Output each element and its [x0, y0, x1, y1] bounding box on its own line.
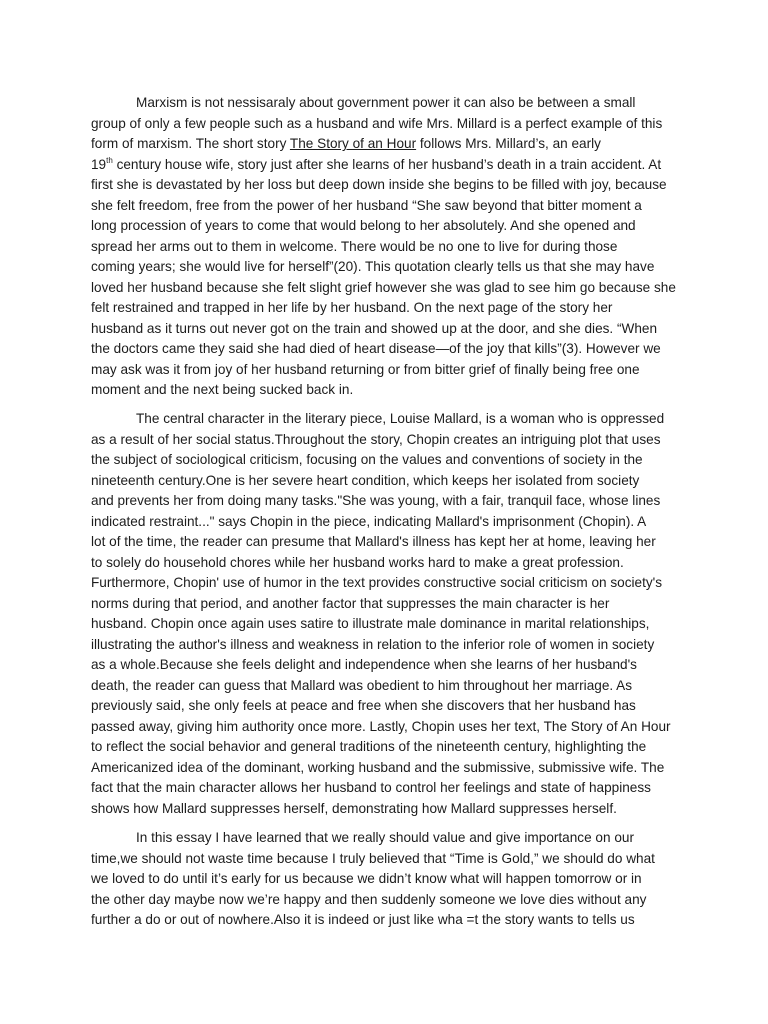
- text-line: In this essay I have learned that we really should value and give importance on our: [136, 830, 634, 845]
- text-run: follows Mrs. Millard’s, an early: [416, 136, 601, 151]
- text-line: as a whole.Because she feels delight and independence when she learns of her husband's: [91, 657, 637, 672]
- text-line: as a result of her social status.Throughout the story, Chopin creates an intriguing plot that uses: [91, 431, 661, 447]
- text-line: norms during that period, and another factor that suppresses the main character is her: [91, 595, 610, 611]
- text-line: may ask was it from joy of her husband returning or from bitter grief of finally being free one: [91, 361, 640, 377]
- text-line: group of only a few people such as a husband and wife Mrs. Millard is a perfect example of this: [91, 115, 663, 131]
- text-line: to reflect the social behavior and general traditions of the nineteenth century, highlighting the: [91, 739, 647, 754]
- text-line: death, the reader can guess that Mallard was obedient to him throughout her marriage. As: [91, 677, 633, 693]
- ordinal-superscript: th: [106, 155, 113, 165]
- text-line: shows how Mallard suppresses herself, demonstrating how Mallard suppresses herself.: [91, 800, 617, 816]
- text-line: the subject of sociological criticism, focusing on the values and conventions of society in the: [91, 452, 643, 467]
- text-line: husband. Chopin once again uses satire to illustrate male dominance in marital relationships,: [91, 616, 650, 631]
- text-line: nineteenth century.One is her severe heart condition, which keeps her isolated from society: [91, 472, 640, 488]
- text-line: and prevents her from doing many tasks."She was young, with a fair, tranquil face, whose lines: [91, 493, 661, 508]
- text-line: passed away, giving him authority once more. Lastly, Chopin uses her text, The Story of An Hour: [91, 718, 671, 734]
- paragraph-3: [91, 828, 677, 931]
- text-line: fact that the main character allows her husband to control her feelings and state of happiness: [91, 780, 651, 795]
- text-line: indicated restraint..." says Chopin in the piece, indicating Mallard's imprisonment (Chopin). A: [91, 513, 647, 529]
- text-line: husband as it turns out never got on the train and showed up at the door, and she dies. “When: [91, 320, 658, 336]
- text-line: illustrating the author's illness and weakness in relation to the inferior role of women in society: [91, 636, 655, 652]
- text-line: long procession of years to come that would belong to her absolutely. And she opened and: [91, 218, 636, 233]
- text-line: The central character in the literary piece, Louise Mallard, is a woman who is oppressed: [136, 411, 665, 426]
- text-line: first she is devastated by her loss but deep down inside she begins to be filled with joy, because: [91, 177, 667, 192]
- text-line: moment and the next being sucked back in.: [91, 382, 354, 397]
- text-line: lot of the time, the reader can presume that Mallard's illness has kept her at home, leaving her: [91, 534, 656, 549]
- text-line: Americanized idea of the dominant, working husband and the submissive, submissive wife. The: [91, 759, 665, 775]
- text-run: century house wife, story just after she learns of her husband’s death in a train accident. At: [112, 156, 662, 172]
- text-line: loved her husband because she felt slight grief however she was glad to see him go because she: [91, 279, 676, 295]
- text-line: Furthermore, Chopin' use of humor in the text provides constructive social criticism on society's: [91, 575, 663, 590]
- text-line: spread her arms out to them in welcome. There would be no one to live for during those: [91, 238, 618, 254]
- text-line: [91, 155, 677, 176]
- text-line: further a do or out of nowhere.Also it is indeed or just like wha =t the story wants to tells us: [91, 912, 635, 927]
- text-line: the doctors came they said she had died of heart disease—of the joy that kills”(3). However we: [91, 341, 661, 356]
- story-title-underlined: The Story of an Hour: [289, 136, 417, 151]
- text-line: [91, 134, 677, 155]
- text-line: to solely do household chores while her husband works hard to make a great profession.: [91, 554, 624, 570]
- text-run: form of marxism. The short story: [91, 136, 290, 151]
- text-line: Marxism is not nessisaraly about government power it can also be between a small: [136, 95, 636, 110]
- text-line: she felt freedom, free from the power of her husband “She saw beyond that bitter moment a: [91, 197, 642, 213]
- century-number: 19: [91, 156, 107, 172]
- text-line: coming years; she would live for herself”(20). This quotation clearly tells us that she may have: [91, 259, 655, 274]
- text-line: we loved to do until it’s early for us because we didn’t know what will happen tomorrow or in: [91, 871, 642, 886]
- text-line: felt restrained and trapped in her life by her husband. On the next page of the story her: [91, 300, 613, 315]
- text-line: previously said, she only feels at peace and free when she discovers that her husband has: [91, 698, 636, 713]
- text-line: time,we should not waste time because I truly believed that “Time is Gold,” we should do what: [91, 850, 655, 866]
- paragraph-1: [91, 93, 677, 401]
- paragraph-2: [91, 409, 677, 819]
- text-line: the other day maybe now we’re happy and then suddenly someone we love dies without any: [91, 891, 647, 907]
